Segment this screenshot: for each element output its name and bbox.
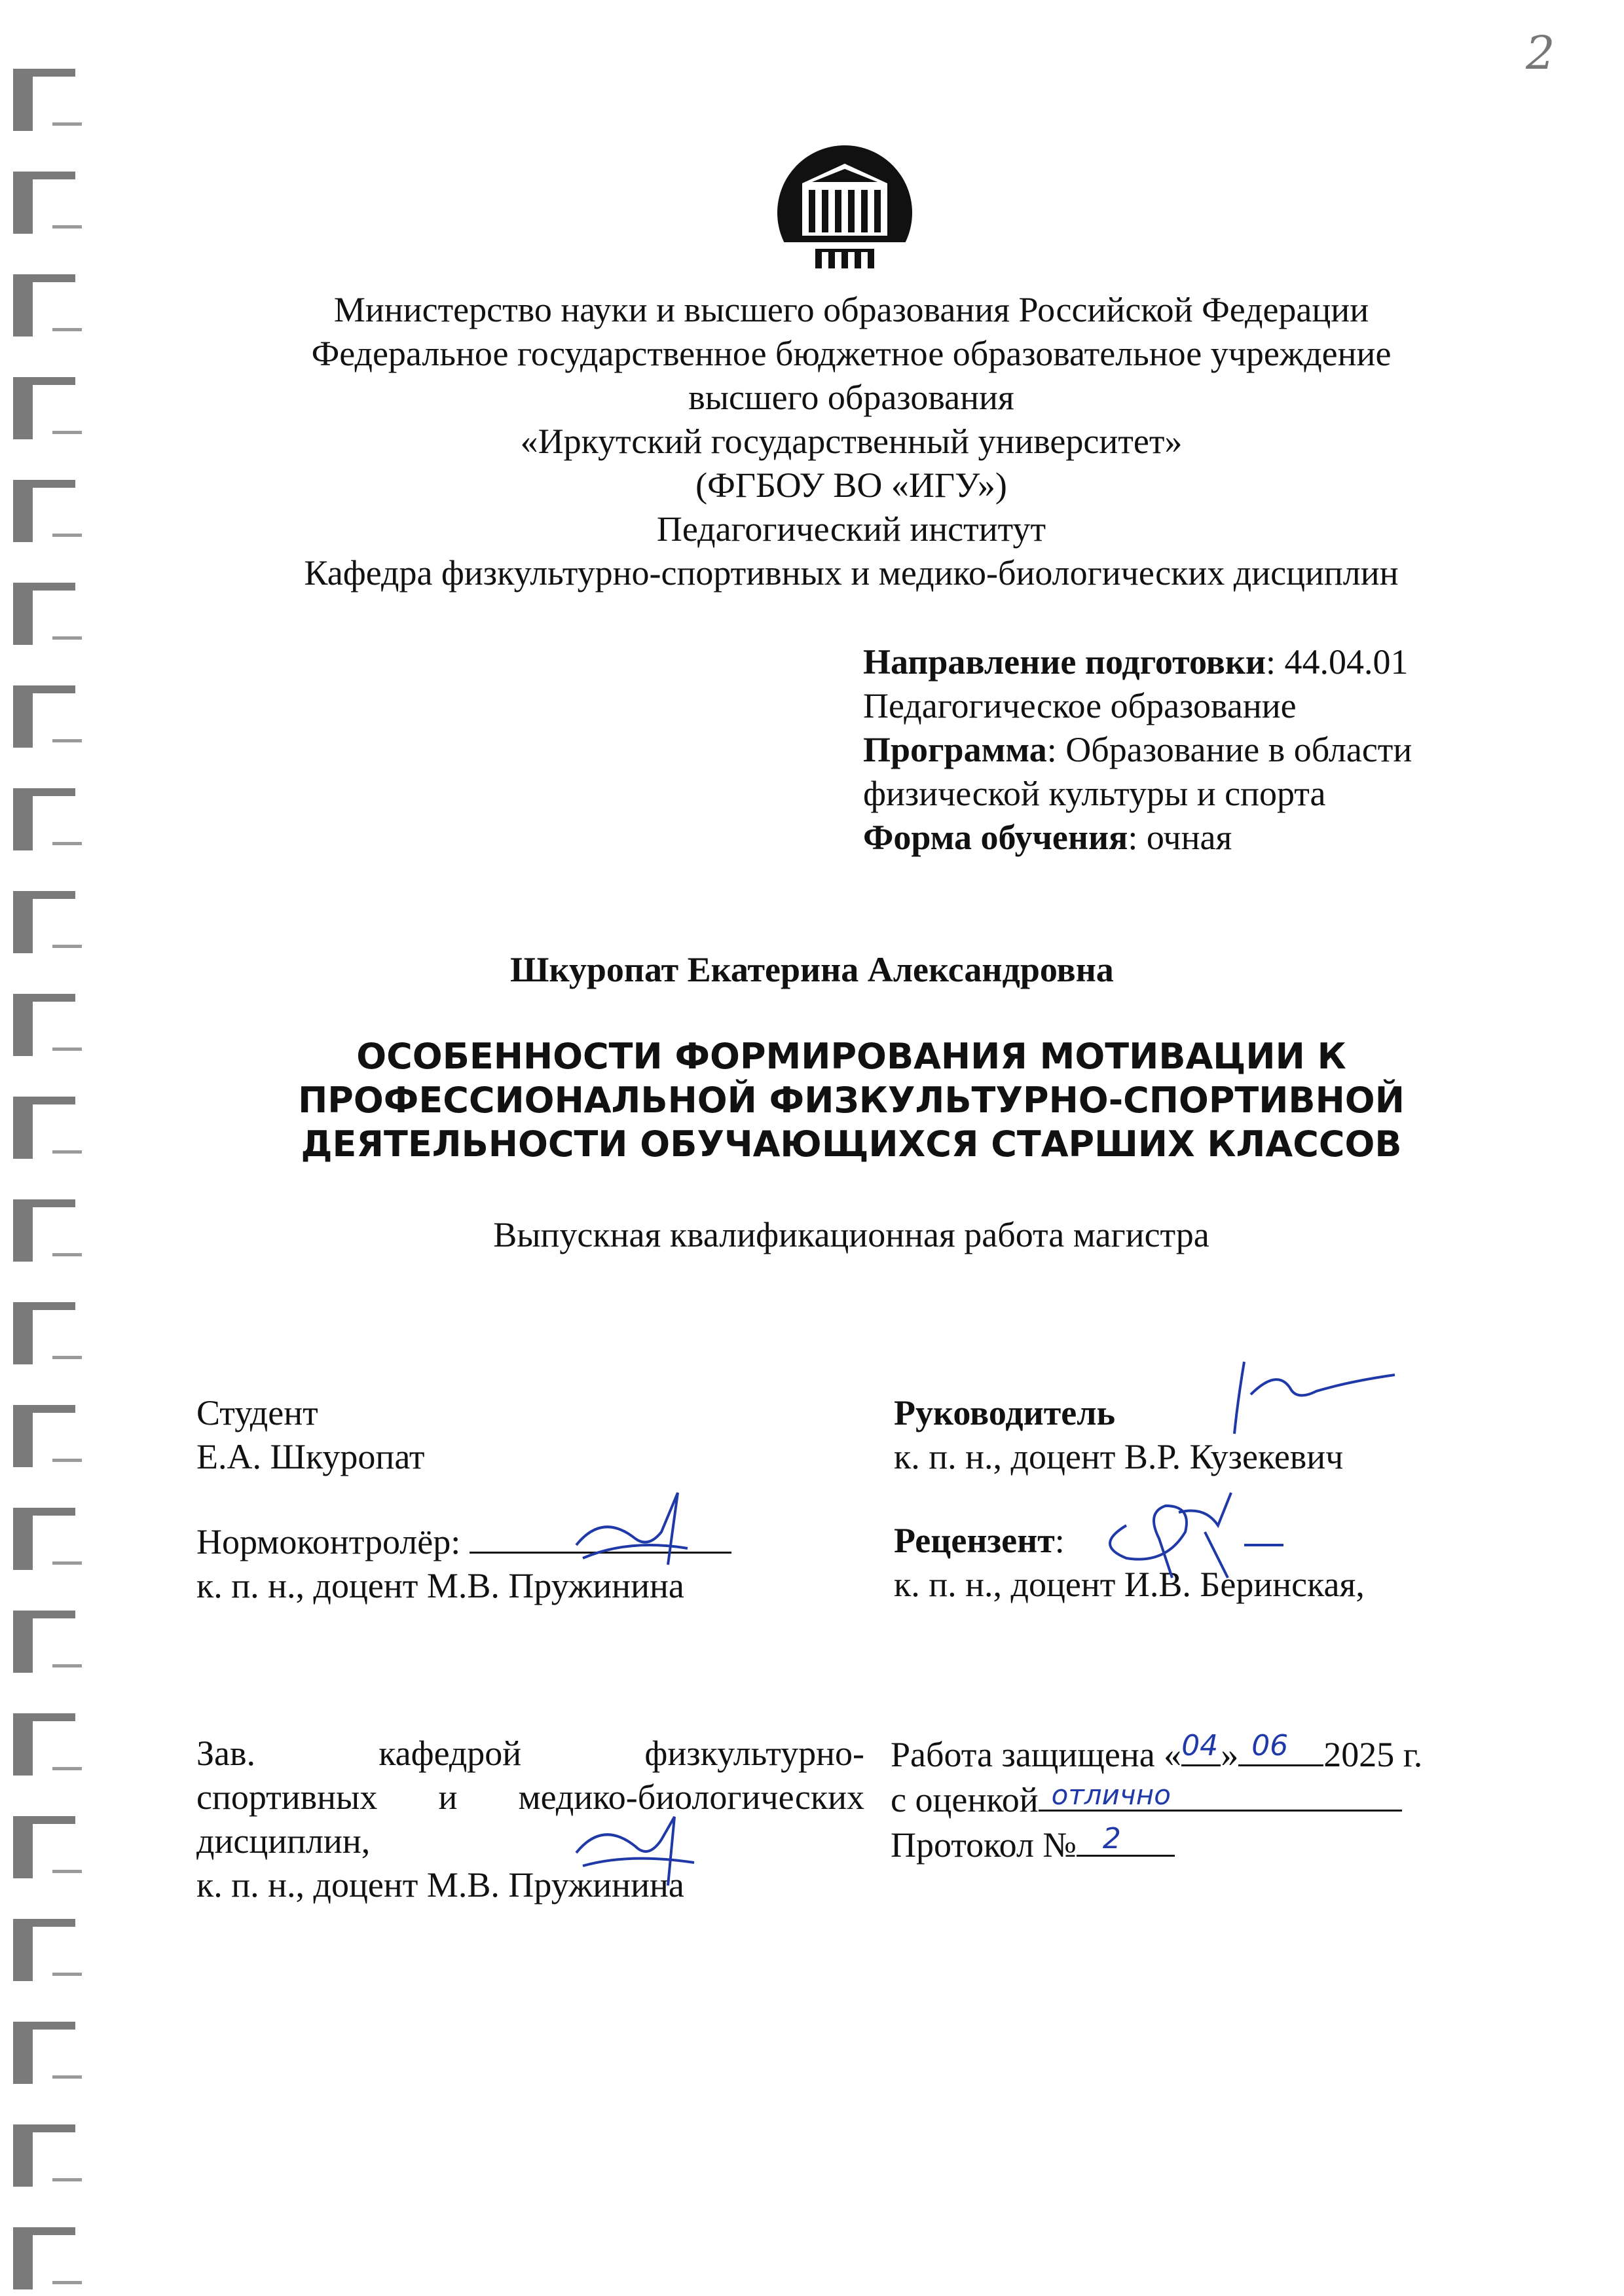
head-word: физкультурно- [644,1734,864,1773]
head-word: кафедрой [378,1734,522,1773]
reviewer-label: Рецензент [894,1521,1055,1560]
binding-mark [13,2022,85,2084]
header-line: Кафедра физкультурно-спортивных и медико-биологических дисциплин [304,553,1399,592]
binding-mark [13,1611,85,1673]
binding-mark [13,1405,85,1467]
binding-mark [13,891,85,953]
author-name: Шкуропат Екатерина Александровна [510,950,1114,989]
protocol-label: Протокол № [891,1825,1077,1865]
binding-mark [13,1302,85,1364]
defense-block [891,1729,1423,1867]
header-line: Федеральное государственное бюджетное образовательное учреждение [311,334,1392,373]
defense-prefix: Работа защищена « [891,1735,1182,1774]
protocol-number: 2 [1102,1822,1121,1855]
head-word: медико-биологических [518,1777,864,1817]
header-line: Педагогический институт [656,509,1046,549]
binding-mark [13,377,85,439]
grade-label: с оценкой [891,1780,1039,1819]
thesis-title [170,1034,1532,1166]
reviewer-name: к. п. н., доцент И.В. Беринская, [894,1565,1365,1604]
grade-line [1039,1777,1402,1812]
supervisor-name: к. п. н., доцент В.Р. Кузекевич [894,1437,1344,1476]
program-value-2: физической культуры и спорта [863,774,1326,813]
defense-day-line [1181,1729,1221,1766]
head-block [196,1732,864,1907]
direction-value-2: Педагогическое образование [863,686,1297,725]
title-line: ДЕЯТЕЛЬНОСТИ ОБУЧАЮЩИХСЯ СТАРШИХ КЛАССОВ [301,1123,1402,1165]
binding-strip [0,0,98,2296]
header-line: Министерство науки и высшего образования Российской Федерации [333,290,1369,329]
binding-mark [13,788,85,850]
head-word: спортивных [196,1777,378,1817]
binding-mark [13,2227,85,2289]
supervisor-signature [1231,1355,1401,1440]
work-type: Выпускная квалификационная работа магистра [493,1215,1209,1254]
head-word: Зав. [196,1734,256,1773]
binding-mark [13,583,85,645]
binding-mark [13,1919,85,1981]
title-line: ОСОБЕННОСТИ ФОРМИРОВАНИЯ МОТИВАЦИИ К [356,1036,1346,1077]
binding-mark [13,172,85,234]
direction-label: Направление подготовки [863,642,1266,682]
normcontrol-label: Нормоконтролёр: [196,1522,461,1561]
binding-mark [13,1713,85,1776]
page-number: 2 [1526,26,1555,80]
head-word: и [438,1777,458,1817]
institution-header [170,288,1532,595]
reviewer-signature [1087,1486,1297,1591]
program-value: : Образование в области [1046,730,1412,769]
defense-year: 2025 г. [1323,1735,1423,1774]
binding-mark [13,2124,85,2187]
student-name: Е.А. Шкуропат [196,1437,425,1476]
normcontrol-signature [563,1486,694,1571]
binding-mark [13,69,85,131]
header-line: «Иркутский государственный университет» [520,422,1183,461]
binding-mark [13,1097,85,1159]
binding-mark [13,274,85,337]
binding-mark [13,480,85,542]
header-line: (ФГБОУ ВО «ИГУ») [695,465,1007,505]
title-line: ПРОФЕССИОНАЛЬНОЙ ФИЗКУЛЬТУРНО-СПОРТИВНОЙ [298,1080,1405,1121]
grade-value: отлично [1051,1779,1171,1811]
form-value: : очная [1128,818,1232,857]
normcontrol-name: к. п. н., доцент М.В. Пружинина [196,1566,684,1605]
head-line3: дисциплин, [196,1821,371,1861]
student-block [196,1391,425,1479]
program-info [863,640,1518,860]
defense-month: 06 [1251,1729,1289,1762]
binding-mark [13,994,85,1056]
header-line: высшего образования [688,378,1014,417]
binding-mark [13,1508,85,1570]
defense-mid: » [1221,1735,1239,1774]
supervisor-label: Руководитель [894,1393,1116,1432]
binding-mark [13,1816,85,1878]
direction-value: : 44.04.01 [1266,642,1409,682]
student-label: Студент [196,1393,318,1432]
defense-month-line [1238,1729,1323,1766]
defense-day: 04 [1181,1729,1219,1762]
reviewer-colon: : [1054,1521,1065,1560]
protocol-line [1077,1822,1175,1857]
university-emblem [776,144,913,282]
form-label: Форма обучения [863,818,1128,857]
program-label: Программа [863,730,1047,769]
head-signature [563,1813,707,1899]
head-name: к. п. н., доцент М.В. Пружинина [196,1865,684,1904]
binding-mark [13,685,85,748]
